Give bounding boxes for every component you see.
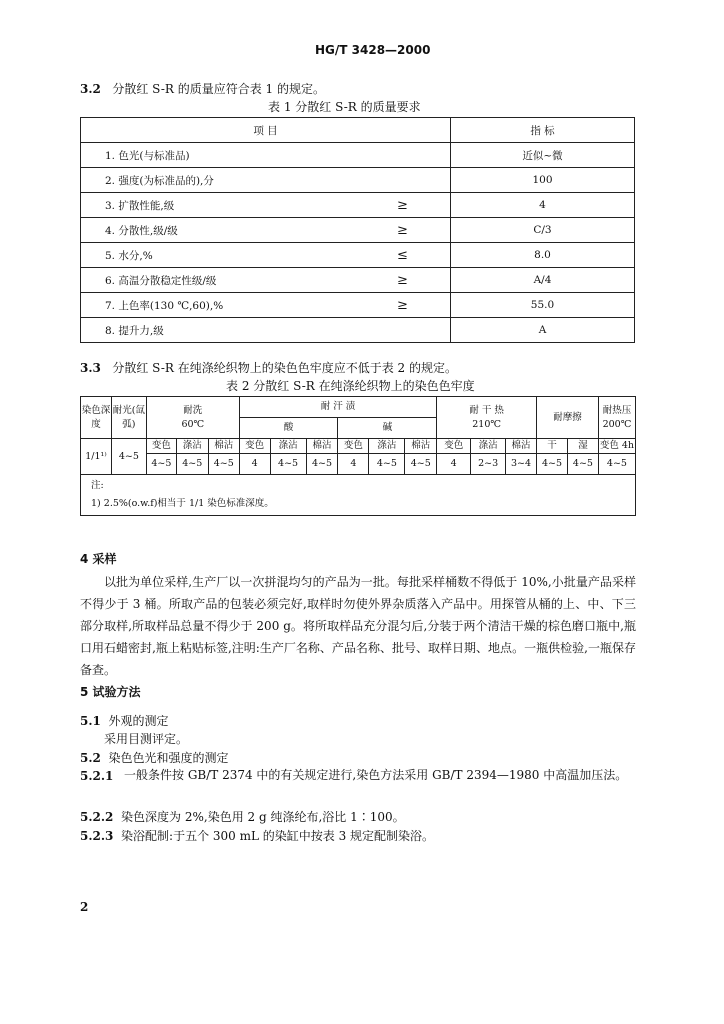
table2-h-dryheat-label: 耐 干 热 [469,404,504,416]
table2-value: 4~5 [598,454,635,475]
table-row [81,293,635,318]
section-text: 分散红 S-R 的质量应符合表 1 的规定。 [112,82,325,96]
table1-col-index: 指 标 [451,118,635,143]
table1-value: A/4 [451,268,635,293]
table2-h-press-label: 耐热压 [602,404,632,416]
table2-value: 4~5 [146,454,176,475]
table2-sub: 涤沾 [176,439,208,454]
table-row [81,143,635,168]
table2-sub: 变色 [146,439,176,454]
table-row [81,268,635,293]
table2-value: 4 [437,454,471,475]
section-title: 外观的测定 [108,714,169,728]
table2-value: 4 [338,454,369,475]
table1-item: 2. 强度(为标准品的),分 [81,168,356,193]
table-row [81,454,636,475]
table2-h-alkali: 碱 [338,418,437,439]
table2-value: 4~5 [405,454,437,475]
table-row [81,218,635,243]
section-number: 5.2.3 [80,829,114,843]
table2-sub: 变色 4h [598,439,635,454]
table2-note [81,475,636,516]
table2-h-rub: 耐摩擦 [537,397,599,439]
section-3-3 [80,359,457,376]
section-5-2-3 [80,827,434,844]
table-row [81,243,635,268]
table1-item: 5. 水分,% [81,243,356,268]
table2-sub: 变色 [338,439,369,454]
table1-header-row [81,118,635,143]
table2-value: 4~5 [208,454,239,475]
section-4-title: 4 采样 [80,552,117,566]
section-text: 染色深度为 2%,染色用 2 g 纯涤纶布,浴比 1∶100。 [121,810,405,824]
standard-code-header: HG/T 3428—2000 [315,43,431,57]
table1-value: C/3 [451,218,635,243]
table2-sub: 变色 [239,439,270,454]
table2-h-sweat: 耐 汗 渍 [239,397,437,418]
table2-note-text: 1) 2.5%(o.w.f)相当于 1/1 染色标准深度。 [91,498,274,509]
section-3-2 [80,80,325,97]
table2-value: 3~4 [506,454,537,475]
table2-sub: 湿 [567,439,598,454]
table2-sub: 涤沾 [369,439,405,454]
table1-item: 3. 扩散性能,级 [81,193,356,218]
section-number: 5.1 [80,714,101,728]
table2-h-dryheat-temp: 210℃ [472,418,502,430]
table-row [81,193,635,218]
section-5-2-2 [80,808,405,825]
section-5-2 [80,749,229,766]
table1-value: 55.0 [451,293,635,318]
table1-op [355,143,451,168]
table1-value: 8.0 [451,243,635,268]
table-row [81,168,635,193]
table1-item: 1. 色光(与标准品) [81,143,356,168]
table2-header-row-1 [81,397,636,418]
table1-item: 8. 提升力,级 [81,318,356,343]
table2-sub: 涤沾 [270,439,306,454]
page-number: 2 [80,900,89,914]
table2-depth-value: 1/1¹⁾ [81,439,112,475]
table2-sub: 棉沾 [306,439,338,454]
table1-caption: 表 1 分散红 S-R 的质量要求 [268,100,421,114]
section-text: 分散红 S-R 在纯涤纶织物上的染色色牢度应不低于表 2 的规定。 [112,361,457,375]
table1-op: ≥ [355,218,451,243]
table2-value: 4~5 [306,454,338,475]
table2-sub: 棉沾 [506,439,537,454]
section-text: 染浴配制:于五个 300 mL 的染缸中按表 3 规定配制染浴。 [121,829,435,843]
table2-h-depth: 染色深度 [81,397,112,439]
table1-op: ≥ [355,193,451,218]
table2-h-light: 耐光(氙弧) [111,397,146,439]
table2-caption: 表 2 分散红 S-R 在纯涤纶织物上的染色色牢度 [226,379,475,393]
table1-item: 6. 高温分散稳定性级/级 [81,268,356,293]
section-5-title: 5 试验方法 [80,685,141,699]
table2-light-value: 4~5 [111,439,146,475]
table1-op: ≤ [355,243,451,268]
table1-value: 近似~微 [451,143,635,168]
table2-h-press [598,397,635,439]
section-number: 3.2 [80,82,101,96]
section-number: 5.2.2 [80,810,114,824]
table1-op [355,168,451,193]
section-title: 染色色光和强度的测定 [108,751,229,765]
table2-sub: 棉沾 [208,439,239,454]
table2-sub: 棉沾 [405,439,437,454]
table2-h-wash-temp: 60℃ [181,418,205,430]
table1-op: ≥ [355,293,451,318]
table2-h-wash [146,397,239,439]
table2-note-label: 注: [91,480,104,491]
section-5-1-text: 采用目测评定。 [104,732,189,746]
table1-op [355,318,451,343]
table1-item: 7. 上色率(130 ℃,60),% [81,293,356,318]
table2-value: 4~5 [369,454,405,475]
section-5-1 [80,712,169,729]
table2-value: 4 [239,454,270,475]
table1 [80,117,635,343]
table1-op: ≥ [355,268,451,293]
table1-value: 100 [451,168,635,193]
table2-h-dryheat [437,397,537,439]
table1-value: 4 [451,193,635,218]
table1-col-item: 项 目 [81,118,451,143]
table2-note-row [81,475,636,516]
table2-value: 2~3 [471,454,506,475]
section-4-paragraph: 以批为单位采样,生产厂以一次拼混均匀的产品为一批。每批采样桶数不得低于 10%,小批量产品采样不得少于 3 桶。所取产品的包装必须完好,取样时勿使外界杂质落入产品中。用探管从桶的上、中、下三部分取样,所取样品总量不得少于 200 g。将所取样品充分混匀后,分装于两个清洁干燥的棕色磨口瓶中,瓶口用石蜡密封,瓶上粘贴标签,注明:生产厂名称、产品名称、批号、取样日期、地点。一瓶供检验,一瓶保存备查。 [80,575,636,677]
table2-h-acid: 酸 [239,418,338,439]
table2 [80,396,636,516]
table2-h-press-temp: 200℃ [602,418,632,430]
section-number: 3.3 [80,361,101,375]
table2-h-wash-label: 耐洗 [183,404,203,416]
table2-value: 4~5 [270,454,306,475]
table2-value: 4~5 [567,454,598,475]
section-5-2-1-text: 一般条件按 GB/T 2374 中的有关规定进行,染色方法采用 GB/T 2394—1980 中高温加压法。 [124,768,628,782]
table2-sub: 变色 [437,439,471,454]
table-row [81,318,635,343]
table1-item: 4. 分散性,级/级 [81,218,356,243]
table1-value: A [451,318,635,343]
section-number: 5.2 [80,751,101,765]
table2-sub: 干 [537,439,568,454]
table2-value: 4~5 [537,454,568,475]
table2-subheader-row [81,439,636,454]
table2-sub: 涤沾 [471,439,506,454]
section-number: 5.2.1 [80,769,114,783]
table2-value: 4~5 [176,454,208,475]
